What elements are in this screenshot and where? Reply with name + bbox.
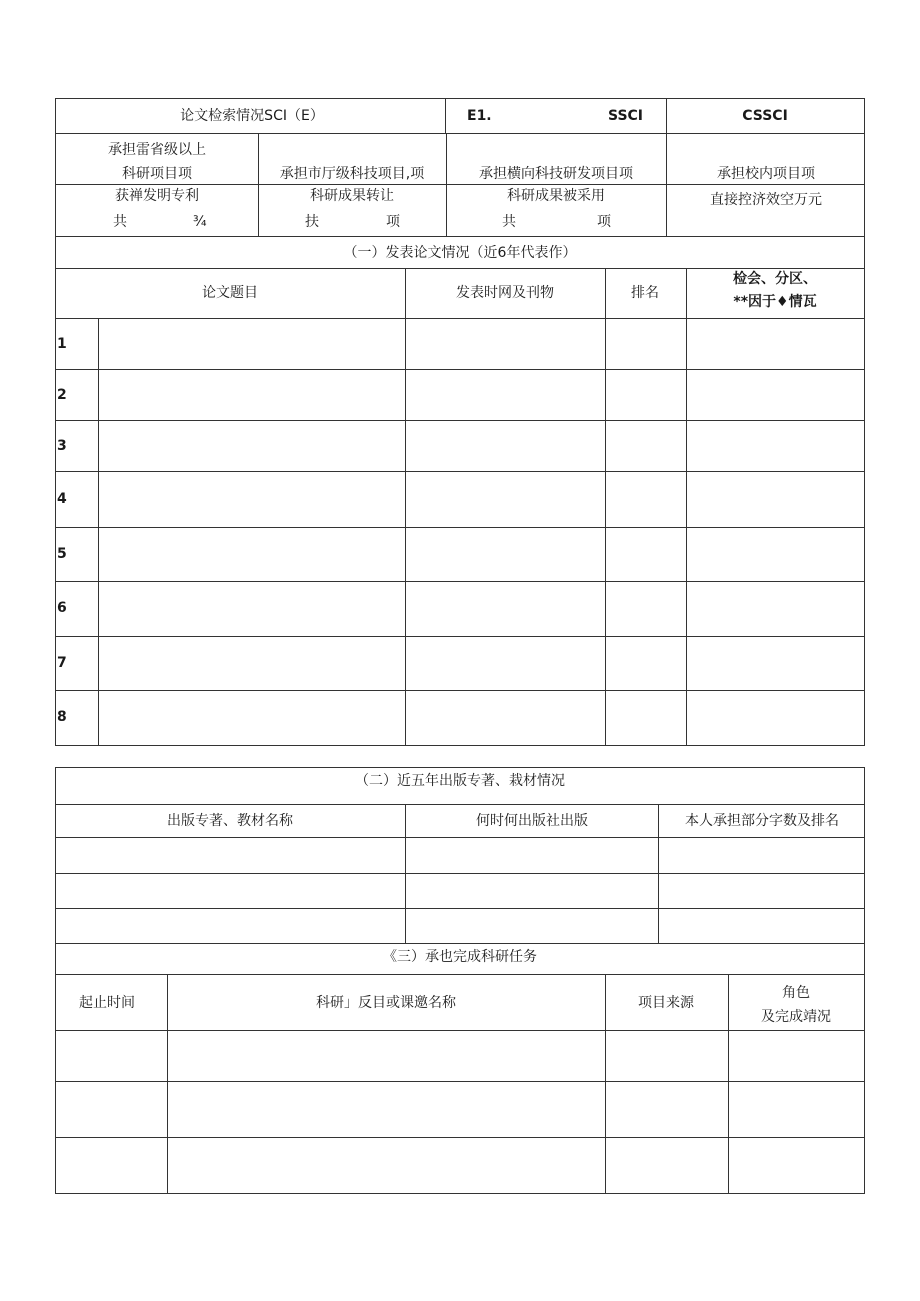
col-divider [258, 133, 259, 236]
paper-row-number: 5 [57, 546, 67, 562]
col-divider [446, 133, 447, 236]
project-name-header: 科研」反目或课邀名称 [316, 995, 456, 1011]
col-divider [728, 974, 729, 1194]
paper-index-header-line1: 检会、分区、 [733, 271, 817, 287]
row-divider [55, 318, 865, 319]
book-share-header: 本人承担部分字数及排名 [685, 813, 839, 829]
provincial-projects-line1: 承担雷省级以上 [108, 142, 206, 158]
row-divider [55, 837, 865, 838]
project-source-header: 项目来源 [638, 995, 694, 1011]
books-projects-table-frame [55, 767, 865, 1194]
patents-count-prefix: 共 [113, 214, 127, 230]
col-divider [658, 804, 659, 943]
ssci-label: SSCI [608, 108, 644, 124]
project-period-header: 起止时间 [79, 995, 135, 1011]
paper-row-number: 3 [57, 438, 67, 454]
row-divider [55, 1137, 865, 1138]
row-divider [55, 1081, 865, 1082]
col-divider [605, 974, 606, 1194]
row-divider [55, 236, 865, 237]
col-divider [405, 268, 406, 746]
row-divider [55, 420, 865, 421]
row-divider [55, 690, 865, 691]
row-divider [55, 636, 865, 637]
row-divider [55, 133, 865, 134]
paper-venue-header: 发表时网及刊物 [456, 285, 554, 301]
row-divider [55, 1030, 865, 1031]
row-divider [55, 184, 865, 185]
project-role-header-line1: 角色 [782, 985, 810, 1001]
book-publisher-header: 何时何出版社出版 [476, 813, 588, 829]
patents-count-suffix: ¾ [193, 214, 207, 230]
row-divider [55, 873, 865, 874]
paper-row-number: 2 [57, 387, 67, 403]
col-divider [686, 268, 687, 746]
adopted-line1: 科研成果被采用 [507, 188, 605, 204]
col-divider [98, 318, 99, 746]
provincial-projects-line2: 科研项目项 [122, 166, 192, 182]
economic-benefit: 直接控济效空万元 [710, 192, 822, 208]
col-divider [445, 98, 446, 133]
row-divider [55, 369, 865, 370]
paper-index-header-line2: **因于♦情瓦 [733, 294, 817, 310]
horizontal-projects: 承担横向科技研发项目项 [479, 166, 633, 182]
paper-row-number: 4 [57, 491, 67, 507]
cssci-label: CSSCI [742, 108, 788, 124]
paper-row-number: 8 [57, 709, 67, 725]
col-divider [605, 268, 606, 746]
transfer-line1: 科研成果转让 [310, 188, 394, 204]
book-name-header: 出版专著、教材名称 [167, 813, 293, 829]
campus-projects: 承担校内项目项 [717, 166, 815, 182]
adopted-count-prefix: 共 [502, 214, 516, 230]
row-divider [55, 471, 865, 472]
project-role-header-line2: 及完成靖况 [761, 1009, 831, 1025]
patents-line1: 获禅发明专利 [115, 188, 199, 204]
paper-row-number: 6 [57, 600, 67, 616]
transfer-count-prefix: 扶 [305, 214, 319, 230]
adopted-count-suffix: 项 [597, 214, 611, 230]
col-divider [666, 98, 667, 236]
books-section-title: （二）近五年出版专著、栽材情况 [355, 773, 565, 789]
paper-row-number: 1 [57, 336, 67, 352]
row-divider [55, 804, 865, 805]
transfer-count-suffix: 项 [386, 214, 400, 230]
paper-title-header: 论文题目 [202, 285, 258, 301]
row-divider [55, 268, 865, 269]
sci-index-label: 论文检索情况SCI（E） [180, 108, 324, 124]
municipal-projects: 承担市厅级科技项目,项 [279, 166, 425, 182]
ei-label: E1. [467, 108, 492, 124]
row-divider [55, 581, 865, 582]
row-divider [55, 527, 865, 528]
col-divider [405, 804, 406, 943]
row-divider [55, 908, 865, 909]
row-divider [55, 943, 865, 944]
col-divider [167, 974, 168, 1194]
row-divider [55, 974, 865, 975]
paper-row-number: 7 [57, 655, 67, 671]
papers-section-title: （一）发表论文情况（近6年代表作） [343, 245, 577, 261]
projects-section-title: 《三）承也完成科研任务 [383, 949, 537, 965]
paper-rank-header: 排名 [631, 285, 659, 301]
